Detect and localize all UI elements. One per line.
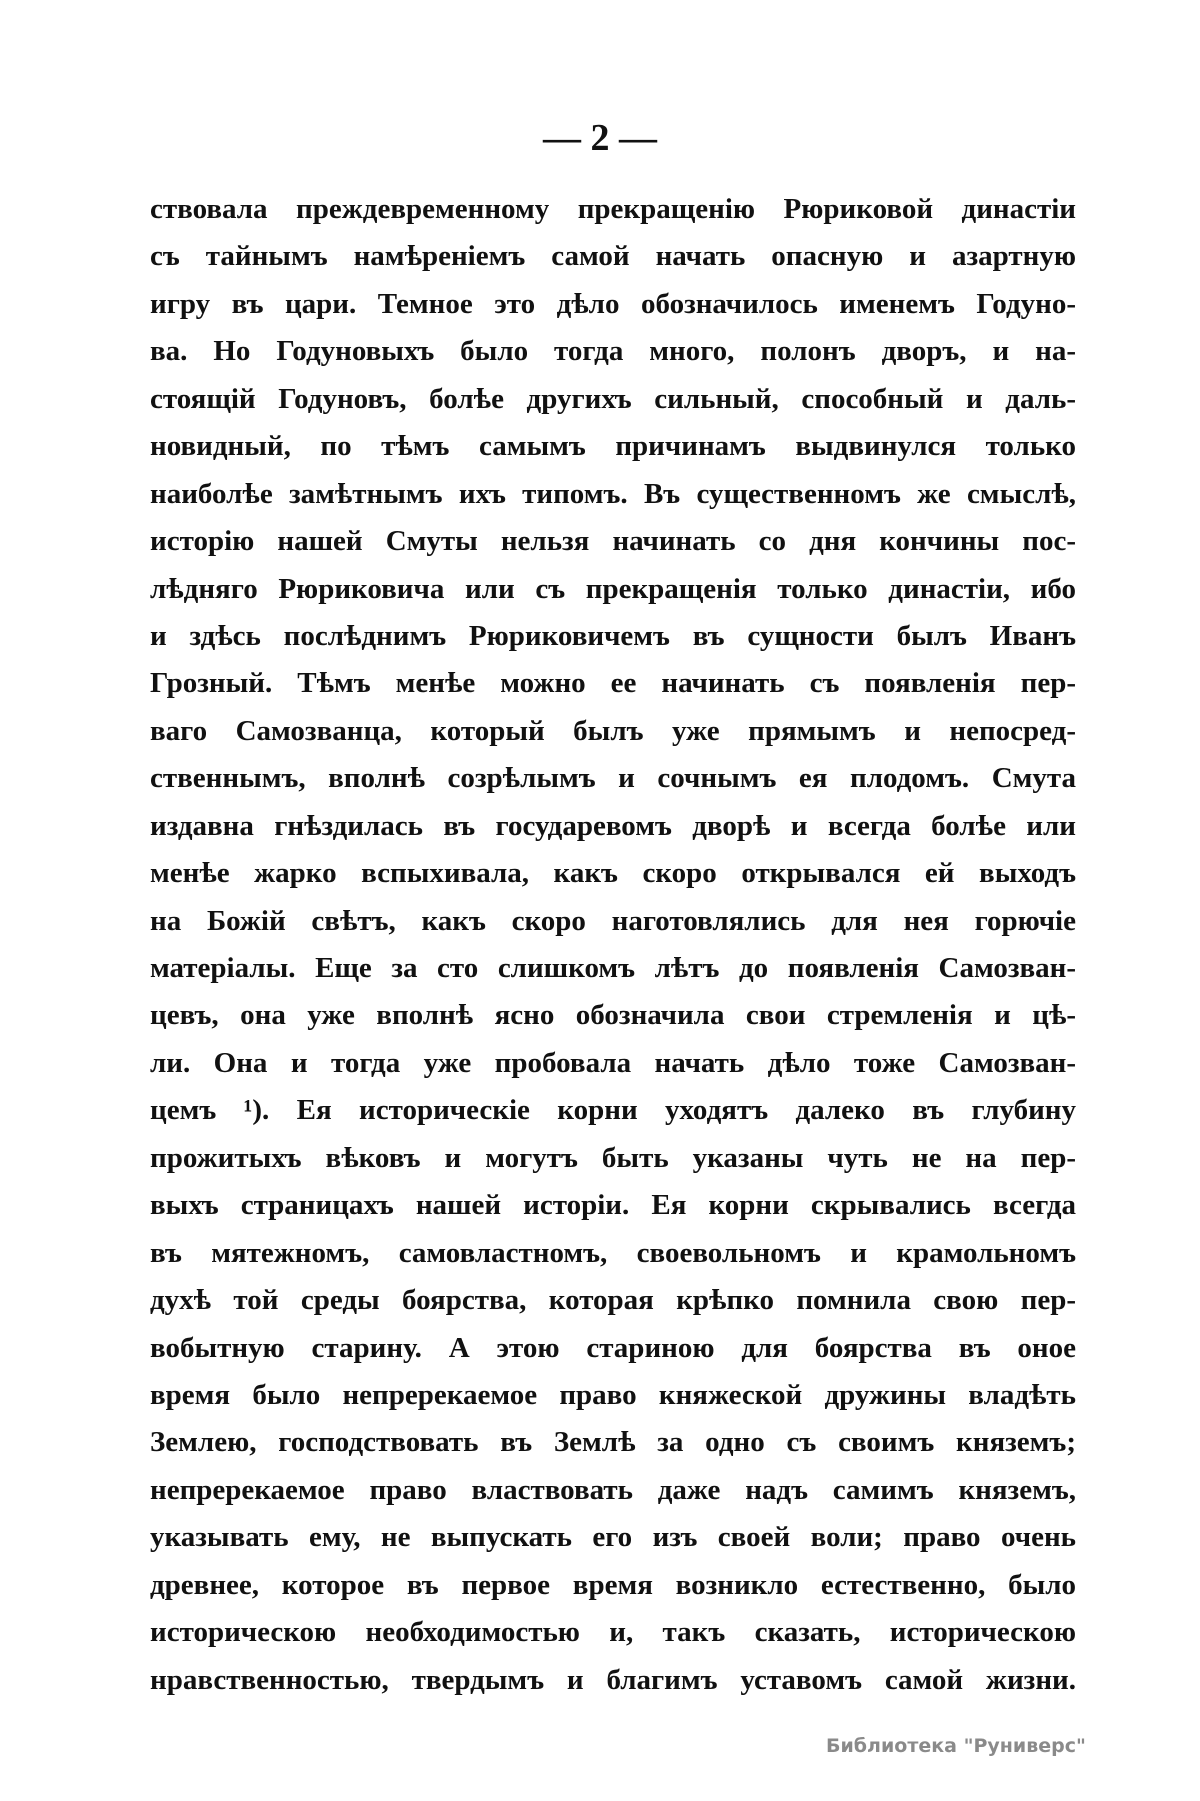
- text-line: ственнымъ, вполнѣ созрѣлымъ и сочнымъ ея плодомъ. Смута: [150, 762, 1076, 795]
- text-line: указывать ему, не выпускать его изъ своей воли; право очень: [150, 1521, 1076, 1554]
- text-line: духѣ той среды боярства, которая крѣпко помнила свою пер-: [150, 1284, 1076, 1317]
- text-line: исторію нашей Смуты нельзя начинать со дня кончины пос-: [150, 525, 1076, 558]
- body-text: [150, 186, 1076, 1704]
- text-line: древнее, которое въ первое время возникло естественно, было: [150, 1568, 1076, 1601]
- text-line: стоящій Годуновъ, болѣе другихъ сильный, способный и даль-: [150, 382, 1076, 415]
- text-line: цевъ, она уже вполнѣ ясно обозначила свои стремленія и цѣ-: [150, 999, 1076, 1032]
- text-line: ли. Она и тогда уже пробовала начать дѣло тоже Самозван-: [150, 1046, 1076, 1079]
- text-line: игру въ цари. Темное это дѣло обозначилось именемъ Годуно-: [150, 287, 1076, 320]
- text-line: время было непререкаемое право княжеской дружины владѣть: [150, 1378, 1076, 1411]
- text-line: выхъ страницахъ нашей исторіи. Ея корни скрывались всегда: [150, 1189, 1076, 1222]
- text-line: въ мятежномъ, самовластномъ, своевольномъ и крамольномъ: [150, 1236, 1076, 1269]
- text-line: цемъ ¹). Ея историческіе корни уходятъ далеко въ глубину: [150, 1094, 1076, 1127]
- text-line: издавна гнѣздилась въ государевомъ дворѣ и всегда болѣе или: [150, 809, 1076, 842]
- text-line: вобытную старину. А этою стариною для боярства въ оное: [150, 1331, 1076, 1364]
- text-line: историческою необходимостью и, такъ сказать, историческою: [150, 1616, 1076, 1649]
- text-line: Землею, господствовать въ Землѣ за одно съ своимъ княземъ;: [150, 1426, 1076, 1459]
- library-watermark: Библиотека "Руниверс": [826, 1735, 1086, 1757]
- text-line: новидный, по тѣмъ самымъ причинамъ выдвинулся только: [150, 430, 1076, 463]
- text-line: менѣе жарко вспыхивала, какъ скоро открывался ей выходъ: [150, 857, 1076, 890]
- text-line: на Божій свѣтъ, какъ скоро наготовлялись для нея горючіе: [150, 904, 1076, 937]
- text-line: наиболѣе замѣтнымъ ихъ типомъ. Въ существенномъ же смыслѣ,: [150, 477, 1076, 510]
- text-line: лѣдняго Рюриковича или съ прекращенія только династіи, ибо: [150, 572, 1076, 605]
- text-line: и здѣсь послѣднимъ Рюриковичемъ въ сущности былъ Иванъ: [150, 619, 1076, 652]
- text-line: ваго Самозванца, который былъ уже прямымъ и непосред-: [150, 714, 1076, 747]
- text-line: матеріалы. Еще за сто слишкомъ лѣтъ до появленія Самозван-: [150, 952, 1076, 984]
- page-number: — 2 —: [543, 117, 657, 159]
- text-line: съ тайнымъ намѣреніемъ самой начать опасную и азартную: [150, 240, 1076, 273]
- text-line: Грозный. Тѣмъ менѣе можно ее начинать съ появленія пер-: [150, 667, 1076, 700]
- text-line: ва. Но Годуновыхъ было тогда много, полонъ дворъ, и на-: [150, 335, 1076, 368]
- text-line: нравственностью, твердымъ и благимъ уставомъ самой жизни.: [150, 1663, 1076, 1696]
- text-line: прожитыхъ вѣковъ и могутъ быть указаны чуть не на пер-: [150, 1141, 1076, 1174]
- text-line: непререкаемое право властвовать даже надъ самимъ княземъ,: [150, 1473, 1076, 1506]
- text-line: ствовала преждевременному прекращенію Рюриковой династіи: [150, 193, 1076, 225]
